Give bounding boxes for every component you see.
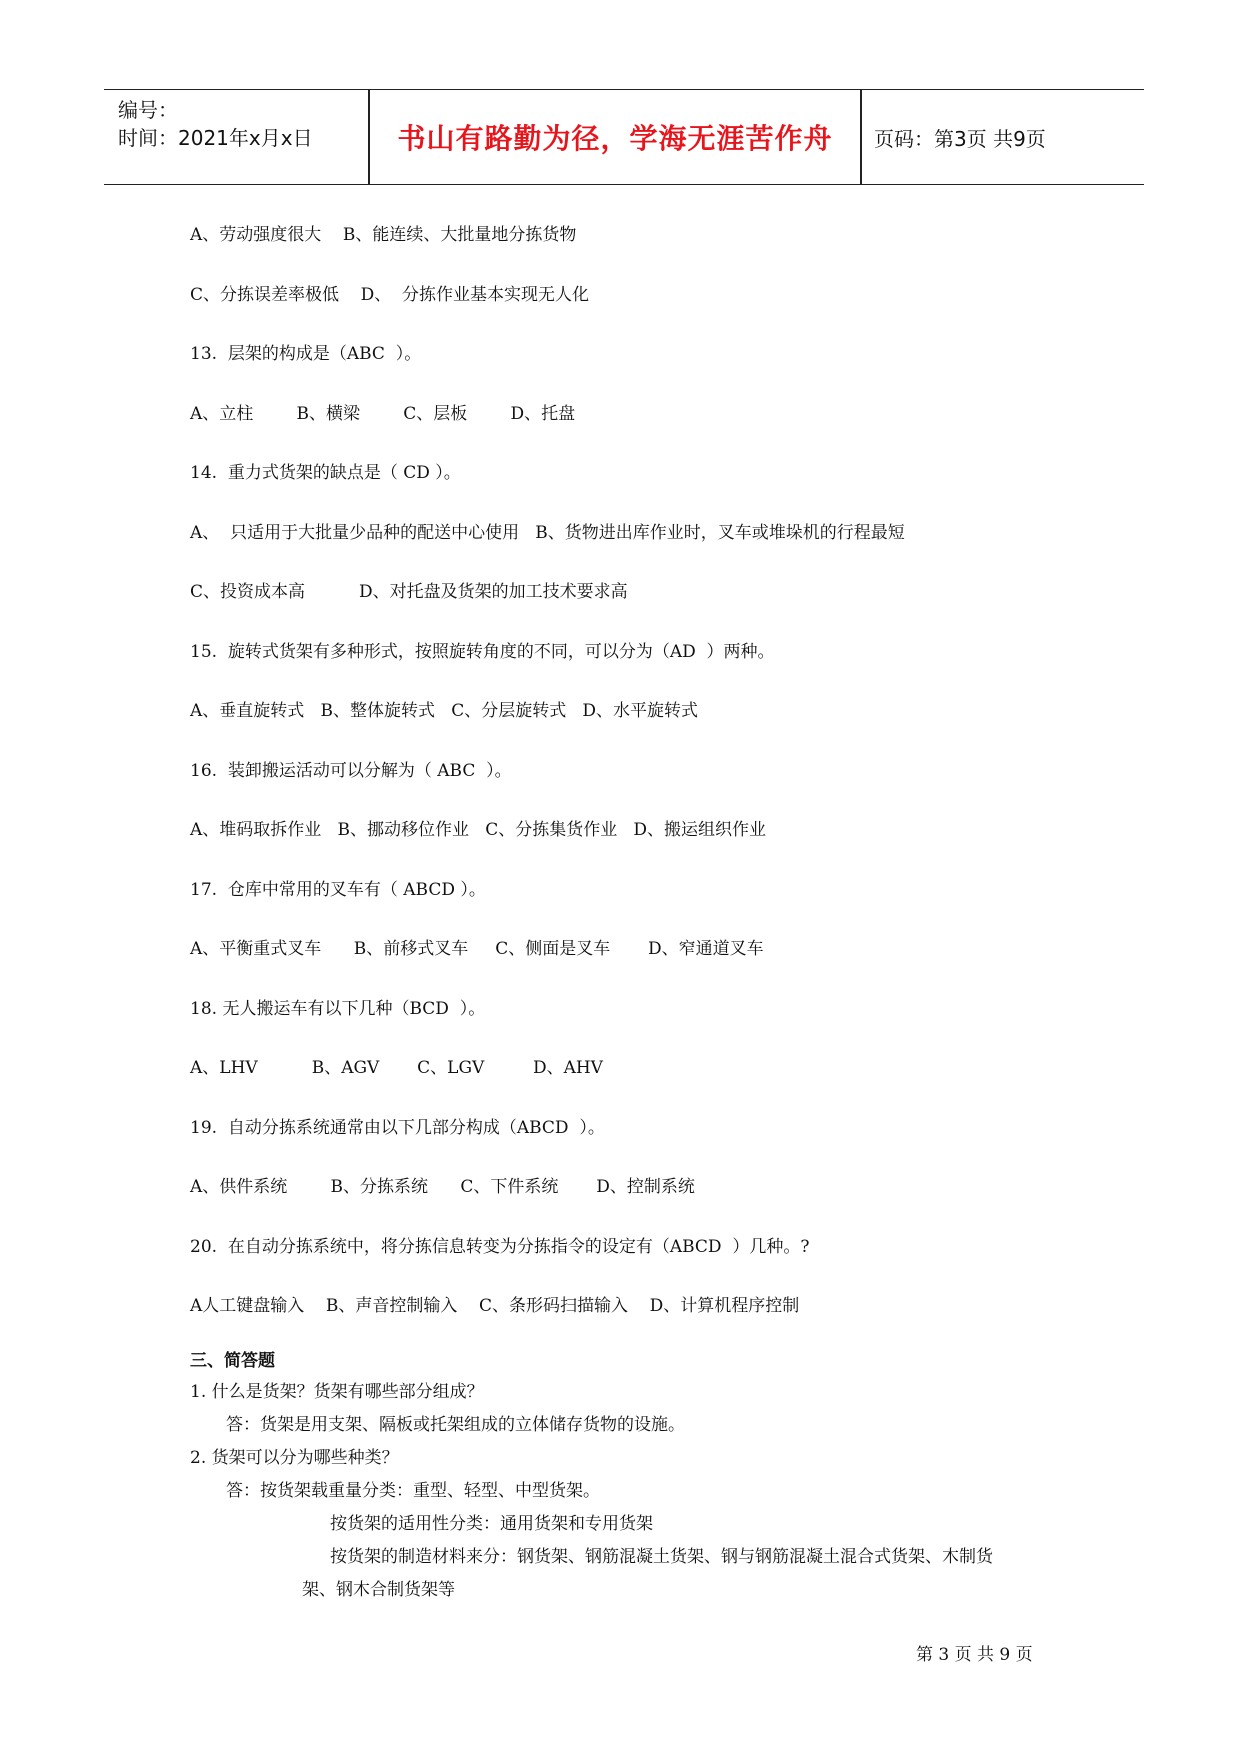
question-18: 18. 无人搬运车有以下几种（BCD ）。 bbox=[190, 998, 486, 1019]
question-16: 16. 装卸搬运活动可以分解为（ ABC ）。 bbox=[190, 760, 512, 781]
document-code-label: 编号： bbox=[118, 98, 178, 122]
header-info bbox=[118, 96, 368, 152]
short-question-2: 2. 货架可以分为哪些种类？ bbox=[190, 1448, 399, 1468]
header-divider bbox=[860, 90, 862, 184]
page-footer: 第 3 页 共 9 页 bbox=[916, 1645, 1033, 1665]
page-header bbox=[104, 89, 1144, 185]
section-title: 三、简答题 bbox=[190, 1351, 275, 1371]
question-list bbox=[190, 220, 1090, 1351]
options-20: A人工键盘输入 B、声音控制输入 C、条形码扫描输入 D、计算机程序控制 bbox=[190, 1296, 800, 1316]
answer-2-line: 按货架的制造材料来分：钢货架、钢筋混凝土货架、钢与钢筋混凝土混合式货架、木制货 bbox=[330, 1547, 993, 1567]
answer-1: 答：货架是用支架、隔板或托架组成的立体储存货物的设施。 bbox=[226, 1415, 685, 1435]
answer-2-line: 答：按货架载重量分类：重型、轻型、中型货架。 bbox=[226, 1481, 600, 1501]
options-18: A、LHV B、AGV C、LGV D、AHV bbox=[190, 1058, 603, 1078]
options-19: A、供件系统 B、分拣系统 C、下件系统 D、控制系统 bbox=[190, 1177, 695, 1197]
options-14: A、 只适用于大批量少品种的配送中心使用 B、货物进出库作业时，叉车或堆垛机的行程最短 bbox=[190, 522, 905, 543]
options-13: A、立柱 B、横梁 C、层板 D、托盘 bbox=[190, 403, 576, 424]
question-19: 19. 自动分拣系统通常由以下几部分构成（ABCD ）。 bbox=[190, 1117, 605, 1138]
options-14: C、投资成本高 D、对托盘及货架的加工技术要求高 bbox=[190, 582, 628, 602]
question-15: 15. 旋转式货架有多种形式，按照旋转角度的不同，可以分为（AD ）两种。 bbox=[190, 641, 775, 662]
question-13: 13. 层架的构成是（ABC ）。 bbox=[190, 344, 422, 364]
answer-2-line: 按货架的适用性分类：通用货架和专用货架 bbox=[330, 1514, 653, 1534]
options-16: A、堆码取拆作业 B、挪动移位作业 C、分拣集货作业 D、搬运组织作业 bbox=[190, 820, 767, 840]
question-17: 17. 仓库中常用的叉车有（ ABCD ）。 bbox=[190, 879, 486, 900]
text-line: A、劳动强度很大 B、能连续、大批量地分拣货物 bbox=[190, 225, 577, 245]
answer-2-line: 架、钢木合制货架等 bbox=[302, 1580, 455, 1600]
header-page-number: 页码：第3页 共9页 bbox=[874, 126, 1046, 151]
options-17: A、平衡重式叉车 B、前移式叉车 C、侧面是叉车 D、窄通道叉车 bbox=[190, 939, 764, 959]
text-line: C、分拣误差率极低 D、 分拣作业基本实现无人化 bbox=[190, 284, 590, 305]
question-14: 14. 重力式货架的缺点是（ CD ）。 bbox=[190, 463, 461, 483]
options-15: A、垂直旋转式 B、整体旋转式 C、分层旋转式 D、水平旋转式 bbox=[190, 701, 699, 721]
document-time-label: 时间：2021年x月x日 bbox=[118, 126, 313, 150]
short-question-1: 1. 什么是货架？货架有哪些部分组成？ bbox=[190, 1382, 484, 1402]
header-motto: 书山有路勤为径，学海无涯苦作舟 bbox=[397, 122, 833, 155]
short-answer-section bbox=[190, 1376, 1090, 1607]
question-20: 20. 在自动分拣系统中，将分拣信息转变为分拣指令的设定有（ABCD ）几种。? bbox=[190, 1236, 810, 1257]
